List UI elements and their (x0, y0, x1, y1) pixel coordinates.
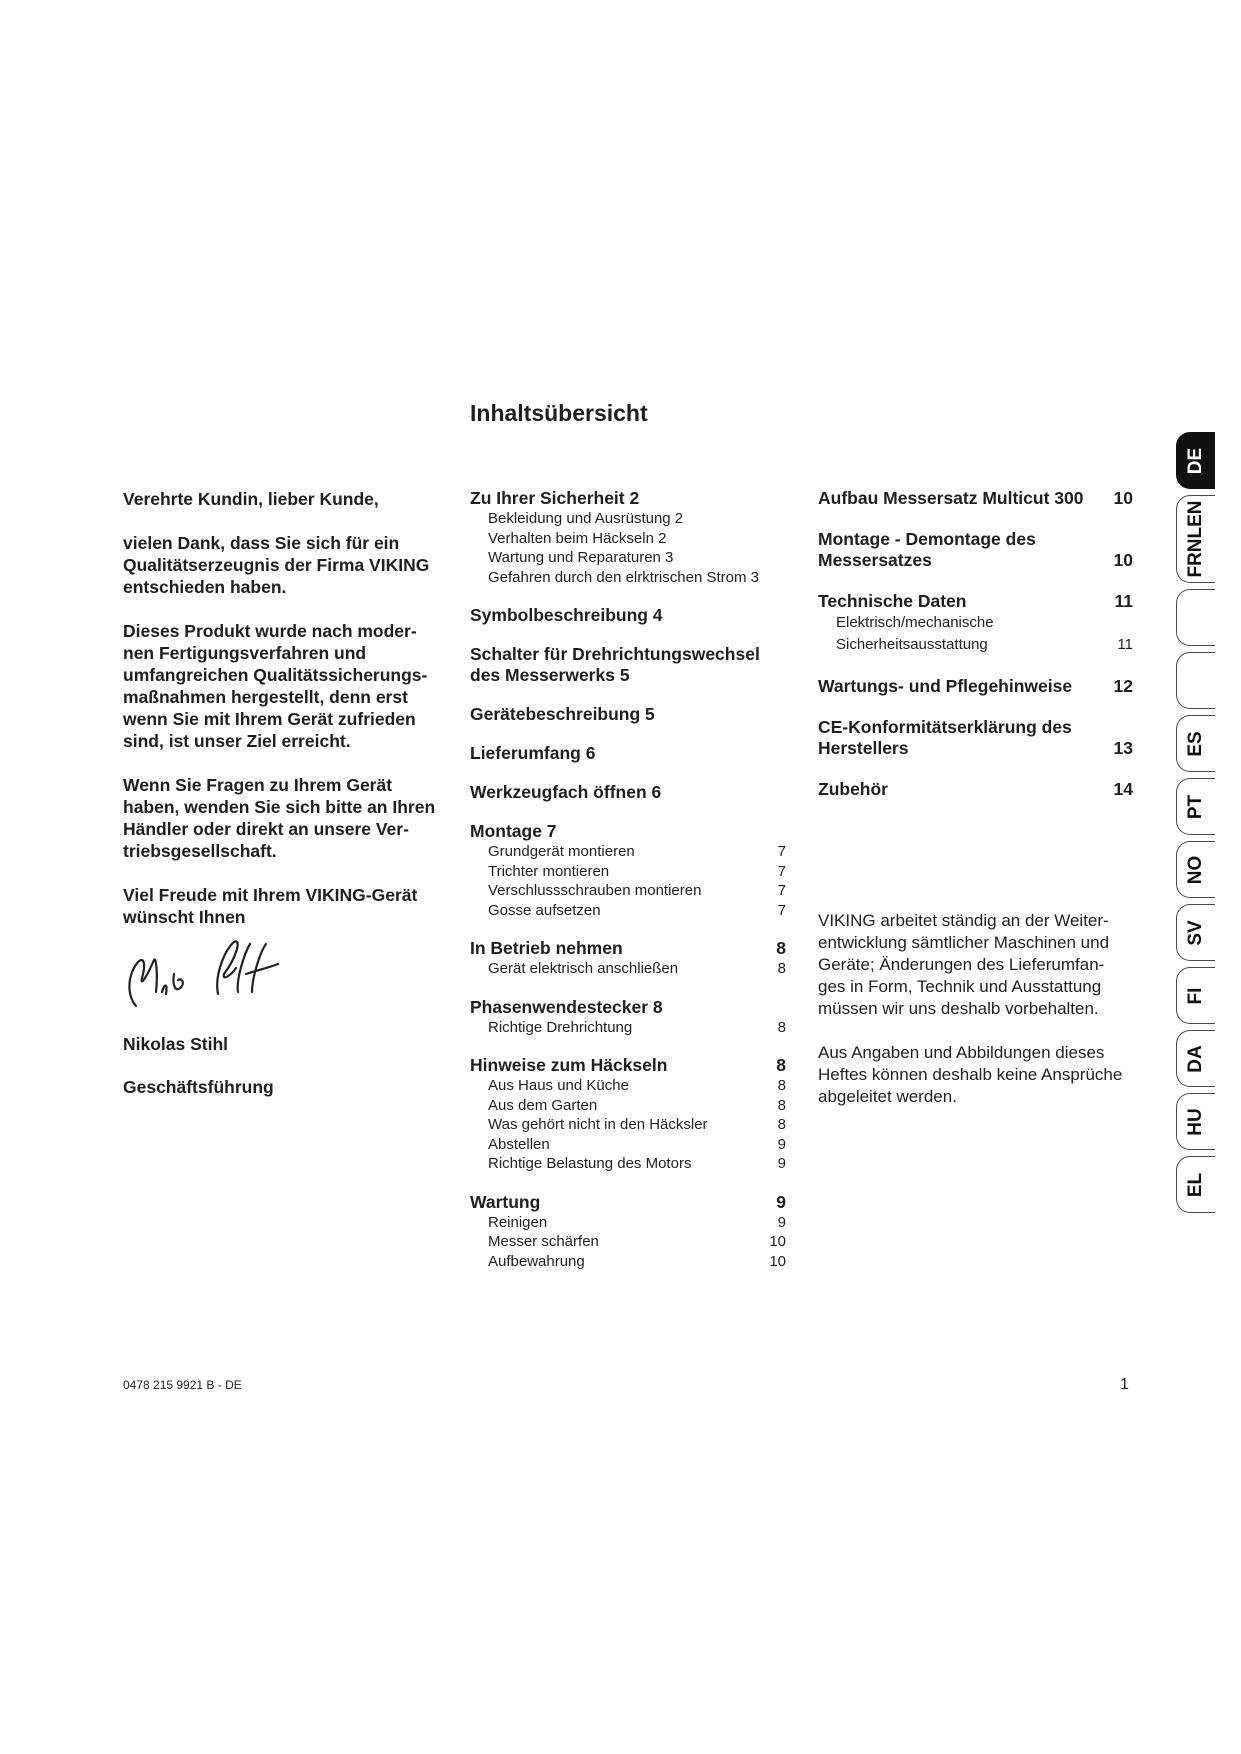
toc-right-column (818, 488, 1133, 820)
language-tab-sv[interactable] (1176, 904, 1215, 961)
toc-item-label[interactable]: Richtige Drehrichtung (488, 1018, 633, 1036)
toc-section-title[interactable]: Werkzeugfach öffnen 6 (470, 782, 662, 802)
toc-page-number: 11 (1114, 591, 1133, 611)
toc-page-number: 9 (777, 1213, 786, 1231)
toc-section-title[interactable]: Aufbau Messersatz Multicut 300 (818, 488, 1084, 508)
toc-section[interactable] (818, 529, 1133, 571)
toc-page-number: 8 (777, 1096, 786, 1114)
toc-section[interactable] (818, 676, 1133, 697)
toc-page-number: 8 (777, 960, 786, 977)
toc-item-label[interactable]: Trichter montieren (488, 862, 610, 880)
toc-section-title[interactable]: Technische Daten (818, 591, 967, 611)
toc-page-number: 9 (777, 1155, 786, 1172)
signatory-role: Geschäftsführung (123, 1077, 274, 1097)
toc-item-label[interactable]: Elektrisch/mechanische Sicherheitsausstattung (836, 614, 994, 653)
toc-section[interactable] (470, 1192, 786, 1272)
toc-page-number: 7 (777, 901, 786, 919)
toc-item-label[interactable]: Aus dem Garten (488, 1096, 598, 1114)
toc-section[interactable] (470, 704, 786, 725)
toc-section-title[interactable]: Zu Ihrer Sicherheit 2 (470, 488, 640, 508)
toc-section-title[interactable]: Wartungs- und Pflegehinweise (818, 676, 1073, 696)
toc-section[interactable] (470, 644, 786, 686)
toc-page-number: 9 (777, 1135, 786, 1153)
toc-section[interactable] (818, 591, 1133, 656)
toc-item-label[interactable]: Aus Haus und Küche (488, 1077, 629, 1094)
letter-paragraph: Wenn Sie Fragen zu Ihrem Gerät haben, wenden Sie sich bitte an Ihren Händler oder direkt an unsere Ver-triebsgesellschaft. (123, 775, 436, 861)
signatory-name: Nikolas Stihl (123, 1034, 229, 1054)
toc-middle-column (470, 488, 786, 1289)
toc-item-label[interactable]: Bekleidung und Ausrüstung 2 (488, 510, 684, 527)
letter-paragraph: Dieses Produkt wurde nach moder-nen Fertigungsverfahren und umfangreichen Qualitätssicherungs-maßnahmen hergestellt, denn erst wenn Sie mit Ihrem Gerät zufrieden sind, ist unser Ziel erreicht. (123, 621, 428, 751)
toc-section-title[interactable]: Gerätebeschreibung 5 (470, 704, 655, 724)
toc-section[interactable] (818, 779, 1133, 800)
toc-section[interactable] (470, 605, 786, 626)
toc-page-number: 12 (1113, 676, 1133, 696)
toc-section[interactable] (470, 938, 786, 979)
language-tab-blank[interactable] (1176, 652, 1215, 709)
toc-page-number: 7 (777, 862, 786, 880)
language-tab-de[interactable] (1176, 432, 1215, 489)
toc-item-label[interactable]: Wartung und Reparaturen 3 (488, 549, 674, 566)
toc-item-label[interactable]: Abstellen (488, 1135, 550, 1153)
language-tabs (1176, 432, 1216, 1219)
welcome-letter (123, 488, 443, 950)
toc-page-number: 10 (1113, 488, 1133, 508)
language-tab-label: DE (1185, 447, 1206, 474)
toc-page-number: 8 (776, 938, 786, 958)
toc-section-title[interactable]: Symbolbeschreibung 4 (470, 605, 663, 625)
toc-item-label[interactable]: Gerät elektrisch anschließen (488, 960, 679, 977)
toc-section-title[interactable]: Wartung (470, 1191, 541, 1212)
toc-section-title[interactable]: Montage 7 (470, 821, 557, 841)
toc-section[interactable] (470, 997, 786, 1038)
language-tab-es[interactable] (1176, 715, 1215, 772)
toc-section[interactable] (470, 488, 786, 587)
disclaimer-text: VIKING arbeitet ständig an der Weiter-entwicklung sämtlicher Maschinen und Geräte; Änderungen des Lieferumfan-ges in Form, Technik und Ausstattung müssen wir uns deshalb vorbehalten. (818, 911, 1110, 1018)
language-tab-pt[interactable] (1176, 778, 1215, 835)
language-tab-label: SV (1185, 919, 1206, 946)
toc-page-number: 8 (776, 1055, 786, 1075)
toc-page-number: 8 (777, 1018, 786, 1036)
language-tab-hu[interactable] (1176, 1093, 1215, 1150)
toc-section[interactable] (470, 821, 786, 920)
toc-item-label[interactable]: Aufbewahrung (488, 1252, 585, 1270)
signature-image (118, 934, 288, 1019)
page-title: Inhaltsübersicht (470, 400, 648, 426)
language-tab-da[interactable] (1176, 1030, 1215, 1087)
toc-section-title[interactable]: Montage - Demontage des Messersatzes (818, 529, 1036, 570)
toc-section-title[interactable]: Phasenwendestecker 8 (470, 996, 663, 1017)
language-tab-label: DA (1185, 1044, 1206, 1073)
language-tab-no[interactable] (1176, 841, 1215, 898)
toc-item-label[interactable]: Was gehört nicht in den Häcksler (488, 1116, 708, 1133)
language-tab-label: FRNLEN (1185, 500, 1206, 578)
language-tab-label: PT (1185, 794, 1206, 819)
toc-item-label[interactable]: Grundgerät montieren (488, 843, 635, 860)
letter-paragraph: vielen Dank, dass Sie sich für ein Qualitätserzeugnis der Firma VIKING entschieden haben. (123, 533, 430, 597)
toc-page-number: 14 (1113, 779, 1133, 799)
toc-page-number: 8 (777, 1077, 786, 1094)
disclaimer-text: Aus Angaben und Abbildungen dieses Heftes können deshalb keine Ansprüche abgeleitet werden. (818, 1043, 1123, 1106)
toc-section-title[interactable]: CE-Konformitätserklärung des Herstellers (818, 717, 1072, 758)
toc-item-label[interactable]: Richtige Belastung des Motors (488, 1155, 692, 1172)
toc-item-label[interactable]: Verhalten beim Häckseln 2 (488, 529, 667, 547)
toc-page-number: 9 (776, 1191, 786, 1212)
toc-section-title[interactable]: Lieferumfang 6 (470, 743, 596, 763)
toc-page-number: 10 (769, 1252, 786, 1270)
toc-section[interactable] (470, 1055, 786, 1174)
toc-item-label[interactable]: Reinigen (488, 1213, 548, 1231)
toc-section[interactable] (818, 488, 1133, 509)
toc-item-label[interactable]: Messer schärfen (488, 1233, 599, 1250)
language-tab-label: EL (1185, 1172, 1206, 1197)
toc-section-title[interactable]: Schalter für Drehrichtungswechsel des Messerwerks 5 (470, 644, 760, 685)
toc-page-number: 11 (1117, 636, 1133, 653)
toc-section-title[interactable]: In Betrieb nehmen (470, 938, 623, 958)
toc-item-label[interactable]: Verschlussschrauben montieren (488, 882, 702, 899)
language-tab-el[interactable] (1176, 1156, 1215, 1213)
toc-page-number: 13 (1113, 738, 1133, 758)
language-tab-label: NO (1185, 855, 1206, 884)
language-tab-it[interactable] (1176, 589, 1215, 646)
language-tab-label: FI (1185, 987, 1206, 1004)
toc-section[interactable] (470, 743, 786, 764)
toc-item-label[interactable]: Gosse aufsetzen (488, 901, 601, 919)
document-code: 0478 215 9921 B - DE (123, 1378, 242, 1392)
toc-page-number: 7 (777, 843, 786, 860)
toc-section[interactable] (818, 717, 1133, 759)
language-tab-label: ES (1185, 730, 1206, 757)
toc-section-title[interactable]: Hinweise zum Häckseln (470, 1055, 668, 1075)
letter-paragraph: Viel Freude mit Ihrem VIKING-Gerät wünscht Ihnen (123, 885, 418, 927)
toc-section[interactable] (470, 782, 786, 803)
letter-greeting: Verehrte Kundin, lieber Kunde, (123, 489, 379, 509)
language-tab-label: IT (1185, 609, 1206, 626)
language-tab-en-fr-nl[interactable] (1176, 495, 1215, 583)
toc-page-number: 8 (777, 1116, 786, 1133)
toc-page-number: 10 (769, 1233, 786, 1250)
language-tab-label: HU (1185, 1107, 1206, 1136)
toc-section-title[interactable]: Zubehör (818, 779, 888, 799)
language-tab-fi[interactable] (1176, 967, 1215, 1024)
toc-page-number: 10 (1113, 550, 1133, 570)
page-number: 1 (1120, 1376, 1129, 1393)
toc-item-label[interactable]: Gefahren durch den elrktrischen Strom 3 (488, 568, 759, 586)
toc-page-number: 7 (777, 882, 786, 899)
